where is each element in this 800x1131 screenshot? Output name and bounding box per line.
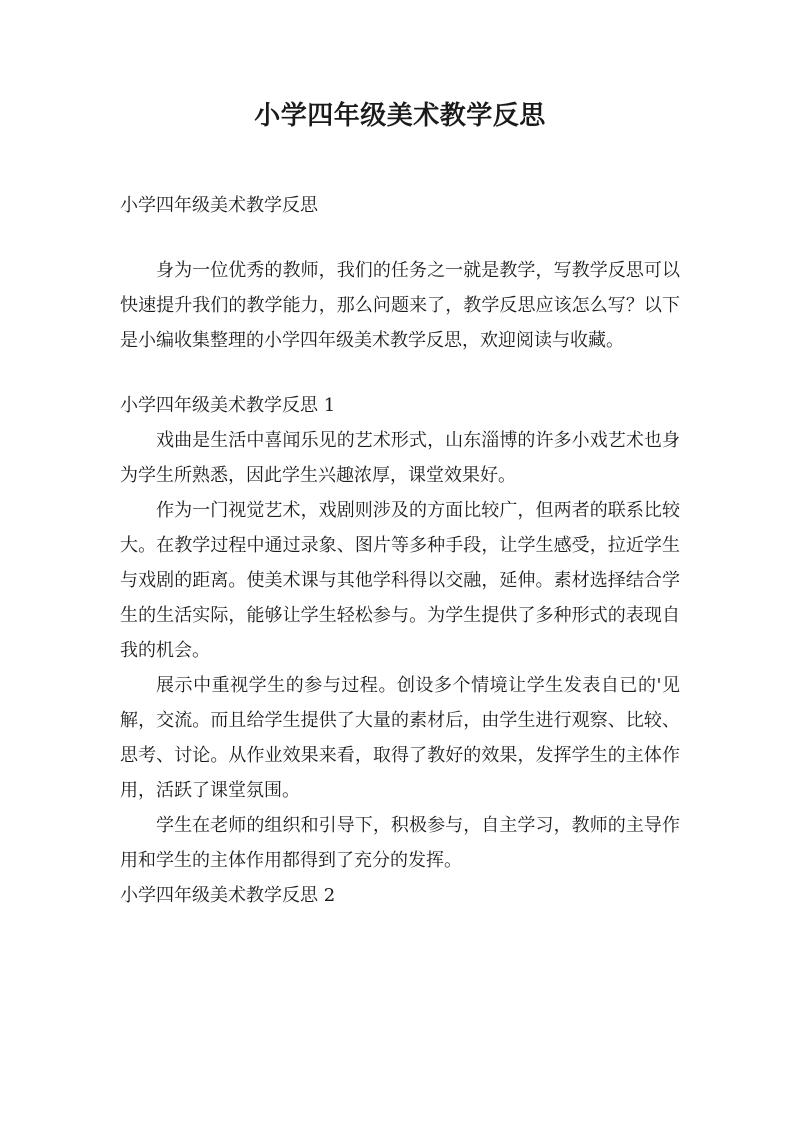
section-1-paragraph-3: 展示中重视学生的参与过程。创设多个情境让学生发表自已的'见解，交流。而且给学生提供了大量的素材后，由学生进行观察、比较、思考、讨论。从作业效果来看，取得了教好的效果，发挥学生的主体作用，活跃了课堂氛围。 [120,675,680,801]
spacer [120,358,680,388]
section-heading-1: 小学四年级美术教学反思 1 [120,395,336,416]
document-body [120,188,680,913]
section-1-paragraph-2: 作为一门视觉艺术，戏剧则涉及的方面比较广，但两者的联系比较大。在教学过程中通过录象、图片等多种手段，让学生感受，拉近学生与戏剧的距离。使美术课与其他学科得以交融，延伸。素材选择结合学生的生活实际，能够让学生轻松参与。为学生提供了多种形式的表现自我的机会。 [120,500,680,661]
document-title: 小学四年级美术教学反思 [254,101,546,131]
document-subtitle: 小学四年级美术教学反思 [120,195,318,216]
intro-paragraph: 身为一位优秀的教师，我们的任务之一就是教学，写教学反思可以快速提升我们的教学能力，那么问题来了，教学反思应该怎么写？以下是小编收集整理的小学四年级美术教学反思，欢迎阅读与收藏。 [120,260,680,351]
section-1-paragraph-4: 学生在老师的组织和引导下，积极参与，自主学习，教师的主导作用和学生的主体作用都得到了充分的发挥。 [120,815,680,871]
spacer [120,223,680,253]
section-1-paragraph-1: 戏曲是生活中喜闻乐见的艺术形式，山东淄博的许多小戏艺术也身为学生所熟悉，因此学生兴趣浓厚，课堂效果好。 [120,430,680,486]
section-heading-2: 小学四年级美术教学反思 2 [120,885,336,906]
